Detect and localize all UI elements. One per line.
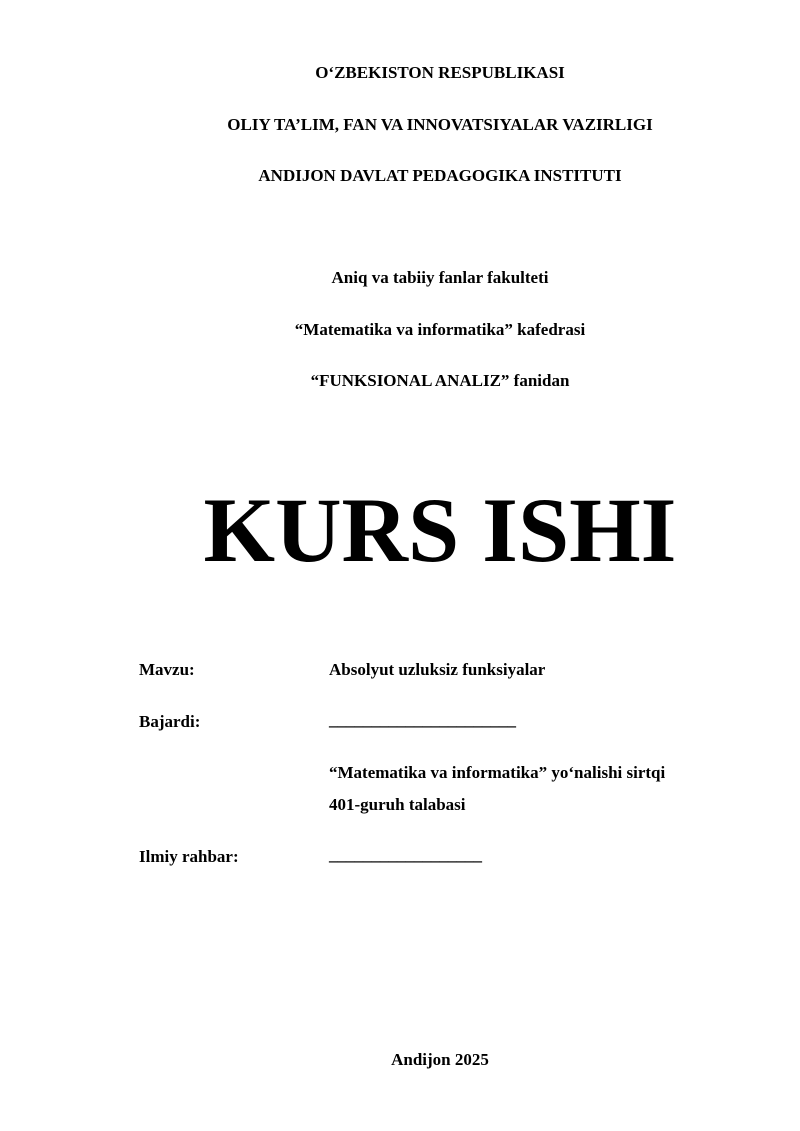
place-year: Andijon 2025 bbox=[391, 1050, 489, 1069]
faculty-name: Aniq va tabiiy fanlar fakulteti bbox=[331, 268, 549, 287]
ministry-name: OLIY TA’LIM, FAN VA INNOVATSIYALAR VAZIRLIGI bbox=[227, 115, 653, 134]
ministry-country: O‘ZBEKISTON RESPUBLIKASI bbox=[315, 63, 565, 82]
group-text: 401-guruh talabasi bbox=[329, 795, 466, 814]
supervisor-label: Ilmiy rahbar: bbox=[139, 847, 239, 866]
institute-name: ANDIJON DAVLAT PEDAGOGIKA INSTITUTI bbox=[258, 166, 622, 185]
supervisor-blank: __________________ bbox=[329, 845, 482, 864]
performer-label: Bajardi: bbox=[139, 712, 201, 731]
department-name: “Matematika va informatika” kafedrasi bbox=[294, 320, 586, 339]
subject-name: “FUNKSIONAL ANALIZ” fanidan bbox=[310, 371, 570, 390]
document-title: KURS ISHI bbox=[203, 479, 677, 581]
topic-label: Mavzu: bbox=[139, 660, 195, 679]
topic-value: Absolyut uzluksiz funksiyalar bbox=[329, 660, 546, 679]
direction-text: “Matematika va informatika” yo‘nalishi sirtqi bbox=[329, 763, 666, 782]
performer-blank: ______________________ bbox=[329, 710, 516, 729]
